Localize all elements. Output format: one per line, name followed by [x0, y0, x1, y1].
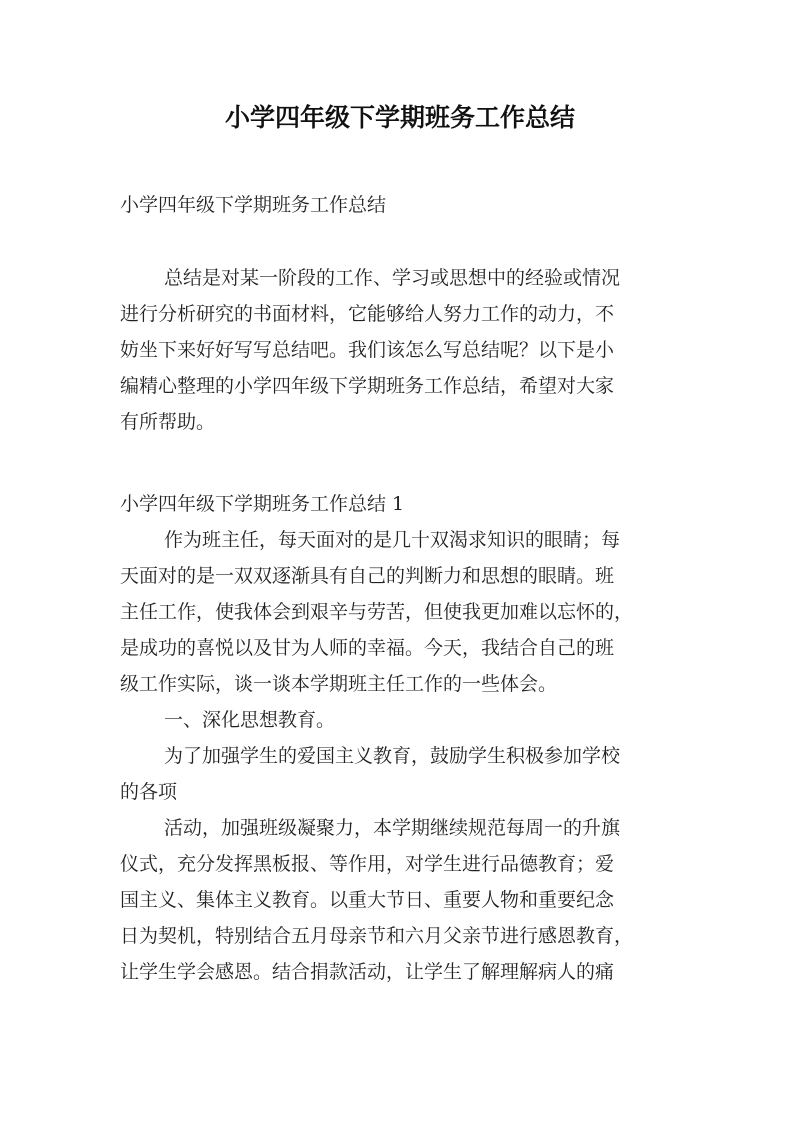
body-line: 让学生学会感恩。结合捐款活动，让学生了解理解病人的痛	[120, 961, 615, 983]
document-subtitle: 小学四年级下学期班务工作总结	[120, 194, 387, 216]
body-line: 仪式，充分发挥黑板报、等作用，对学生进行品德教育；爱	[120, 853, 615, 875]
intro-paragraph	[120, 260, 690, 440]
body-line: 活动，加强班级凝聚力，本学期继续规范每周一的升旗	[164, 817, 621, 839]
intro-line: 编精心整理的小学四年级下学期班务工作总结，希望对大家	[120, 375, 615, 397]
body-line: 级工作实际，谈一谈本学期班主任工作的一些体会。	[120, 673, 558, 695]
document-title: 小学四年级下学期班务工作总结	[224, 103, 575, 132]
intro-line: 进行分析研究的书面材料，它能够给人努力工作的动力，不	[120, 303, 615, 325]
section-heading: 小学四年级下学期班务工作总结 1	[120, 493, 405, 515]
body-line: 是成功的喜悦以及甘为人师的幸福。今天，我结合自己的班	[120, 637, 615, 659]
body-line: 天面对的是一双双逐渐具有自己的判断力和思想的眼睛。班	[120, 565, 615, 587]
list-heading: 一、深化思想教育。	[164, 709, 336, 731]
body-line: 国主义、集体主义教育。以重大节日、重要人物和重要纪念	[120, 889, 615, 911]
section-body	[120, 522, 690, 990]
body-line: 作为班主任，每天面对的是几十双渴求知识的眼睛；每	[164, 529, 621, 551]
intro-line: 有所帮助。	[120, 411, 216, 433]
body-line: 日为契机，特别结合五月母亲节和六月父亲节进行感恩教育，	[120, 925, 634, 947]
intro-line: 总结是对某一阶段的工作、学习或思想中的经验或情况	[164, 267, 621, 289]
body-line: 主任工作，使我体会到艰辛与劳苦，但使我更加难以忘怀的，	[120, 601, 634, 623]
body-line: 的各项	[120, 781, 178, 803]
intro-line: 妨坐下来好好写写总结吧。我们该怎么写总结呢？以下是小	[120, 339, 615, 361]
body-line: 为了加强学生的爱国主义教育，鼓励学生积极参加学校	[164, 745, 621, 767]
